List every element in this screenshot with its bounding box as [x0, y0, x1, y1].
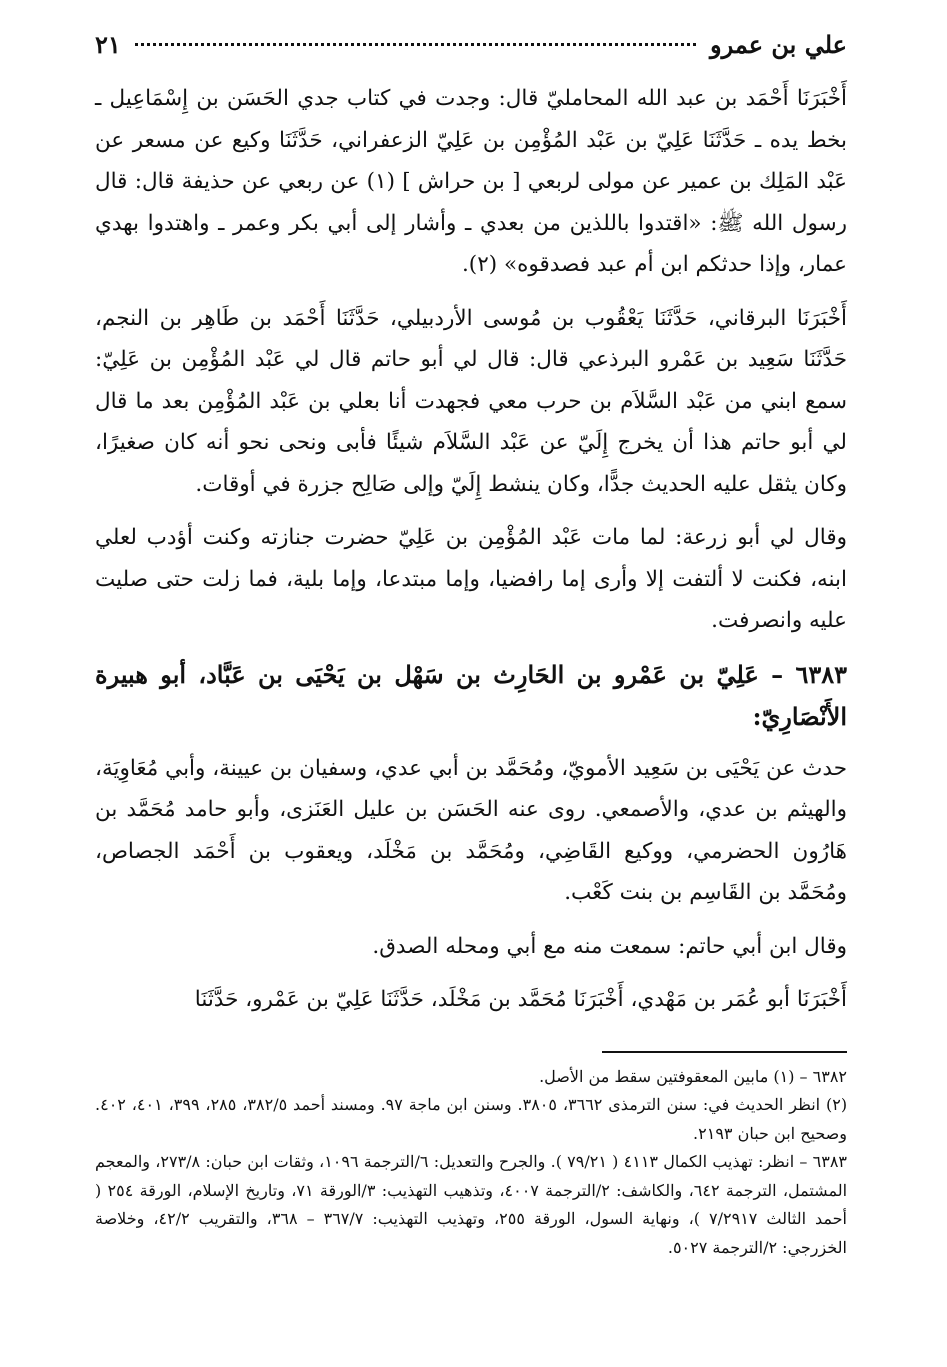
footnote-6383: ٦٣٨٣ – انظر: تهذيب الكمال ٤١١٣ ( ٧٩/٢١ ). والجرح والتعديل: ٦/الترجمة ١٠٩٦، وثقات ابن حبان: ٢٧٣/٨، والمعجم المشتمل، الترجمة ٦٤٢، والكاشف: ٢/الترجمة ٤٠٠٧، وتذهيب التهذيب: ٣/الورقة ٧١، وتاريخ الإسلام، الورقة ٢٥٤ ( أحمد الثالث ٧/٢٩١٧ )، ونهاية السول، الورقة ٢٥٥، وتهذيب التهذيب: ٣٦٧/٧ – ٣٦٨، والتقريب ٤٢/٢، وخلاصة الخزرجي: ٢/الترجمة ٥٠٢٧. [95, 1152, 848, 1257]
footnote-6382-1: ٦٣٨٢ – (١) مابين المعقوفتين سقط من الأصل. [539, 1066, 847, 1086]
paragraph-barqani-report: أَخْبَرَنَا البرقاني، حَدَّثَنَا يَعْقُوب بن مُوسى الأردبيلي، حَدَّثَنَا أَحْمَد بن طَاهِر بن النجم، حَدَّثَنَا سَعِيد بن عَمْرو البرذعي قال: قال لي أبو حاتم قال لي عَبْد المُؤْمِن بن عَلِيّ: سمع ابني من عَبْد السَّلاَم بن حرب معي فجهدت أنا بعلي بن عَبْد المُؤْمِن بعد ما قال لي أبو حاتم هذا أن يخرج إِلَيّ عن عَبْد السَّلاَم شيئًا فأبى ونحى نحو أنه كان صغيرًا، وكان يثقل عليه الحديث جدًّا، وكان ينشط إِلَيّ وإلى صَالِح جزرة في أوقات. [95, 305, 847, 497]
footnote-6382-2: (٢) انظر الحديث في: سنن الترمذى ٣٦٦٢، ٣٨٠٥. وسنن ابن ماجة ٩٧. ومسند أحمد ٣٨٢/٥، ٢٨٥، ٣٩٩، ٤٠١، ٤٠٢. وصحيح ابن حبان ٢١٩٣. [95, 1095, 848, 1143]
paragraph-ibn-abi-hatim: وقال ابن أبي حاتم: سمعت منه مع أبي ومحله الصدق. [372, 933, 847, 959]
footnote-separator [602, 1051, 847, 1053]
paragraph-isnad-continued: أَخْبَرَنَا أبو عُمَر بن مَهْدي، أَخْبَرَنَا مُحَمَّد بن مَخْلَد، حَدَّثَنَا عَلِيّ بن عَمْرو، حَدَّثَنَا [194, 987, 847, 1012]
entry-heading-6383: ٦٣٨٣ – عَلِيّ بن عَمْرو بن الحَارِث بن سَهْل بن يَحْيَى بن عَبَّاد، أبو هبيرة الأَنْصَارِيّ: [95, 659, 847, 731]
paragraph-narrators: حدث عن يَحْيَى بن سَعِيد الأمويّ، ومُحَمَّد بن أبي عدي، وسفيان بن عيينة، وأبي مُعَاوِيَة، والهيثم بن عدي، والأصمعي. روى عنه الحَسَن بن عليل العَنَزى، وأبو حامد مُحَمَّد بن هَارُون الحضرمي، ووكيع القَاضِي، ومُحَمَّد بن مَخْلَد، ويعقوب بن أَحْمَد الجصاص، ومُحَمَّد بن القَاسِم بن بنت كَعْب. [95, 755, 847, 905]
header-dot-leader [135, 43, 696, 46]
paragraph-hadith: أَخْبَرَنَا أَحْمَد بن عبد الله المحامليّ قال: وجدت في كتاب جدي الحَسَن بن إِسْمَاعِيل ـ بخط يده ـ حَدَّثَنَا عَلِيّ بن عَبْد المُؤْمِن بن عَلِيّ الزعفراني، حَدَّثَنَا وكيع عن مسعر عن عَبْد المَلِك بن عمير عن مولى لربعي [ بن حراش ] (١) عن ربعي عن حذيفة قال: قال رسول الله ﷺ: «اقتدوا باللذين من بعدي ـ وأشار إلى أبي بكر وعمر ـ واهتدوا بهدي عمار، وإذا حدثكم ابن أم عبد فصدقوه» (٢). [95, 86, 847, 277]
running-title: علي بن عمرو [710, 30, 847, 59]
running-header [95, 30, 847, 76]
page-number: ٢١ [95, 30, 121, 59]
paragraph-abu-zura-report: وقال لي أبو زرعة: لما مات عَبْد المُؤْمِن بن عَلِيّ حضرت جنازته وكنت أؤدب لعلي ابنه، فكنت لا ألتفت إلا وأرى إما رافضيا، وإما مبتدعا، وإما بلية، فما زلت حتى صليت عليه وانصرفت. [95, 525, 847, 633]
